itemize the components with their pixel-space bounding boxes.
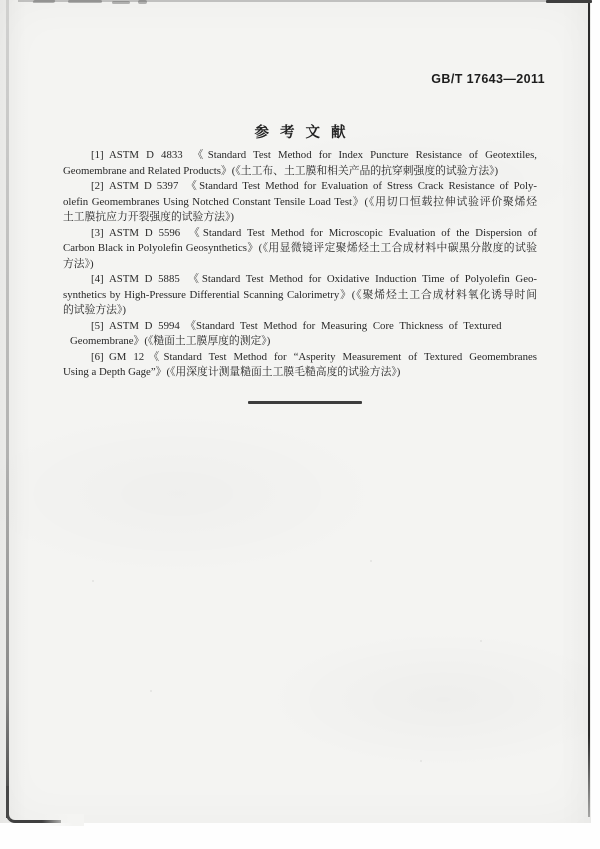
scan-speck <box>420 760 422 762</box>
scan-edge-fade <box>42 814 84 826</box>
scan-artifact-top-left <box>68 0 102 3</box>
standard-code: GB/T 17643—2011 <box>431 72 545 86</box>
end-of-document-rule <box>248 401 362 404</box>
reference-line: Using a Depth Gage”》(《用深度计测量糙面土工膜毛糙高度的试验方法》) <box>63 366 401 378</box>
scan-speck <box>480 640 482 642</box>
reference-line: Geomembrane and Related Products》(《土工布、土工膜和相关产品的抗穿刺强度的试验方法》) <box>63 164 499 177</box>
scan-artifact-top-right <box>546 0 592 3</box>
reference-line: synthetics by High-Pressure Differential Scanning Calorimetry》(《聚烯烃土工合成材料氧化诱导时间 <box>63 288 537 301</box>
scan-edge-top-line <box>18 0 592 2</box>
reference-entry <box>63 350 537 381</box>
reference-line: olefin Geomembranes Using Notched Constant Tensile Load Test》(《用切口恒载拉伸试验评价聚烯烃 <box>63 195 537 208</box>
scan-speck <box>92 580 94 582</box>
scan-artifact-top-left <box>112 1 130 4</box>
reference-line: [2] ASTM D 5397 《Standard Test Method for Evaluation of Stress Crack Resistance of Poly- <box>91 180 537 192</box>
reference-line: [5] ASTM D 5994 《Standard Test Method for Measuring Core Thickness of Textured <box>91 319 502 332</box>
reference-entry <box>63 319 537 350</box>
reference-list <box>63 148 537 381</box>
reference-entry <box>63 272 537 319</box>
scan-artifact-top-left <box>32 0 55 3</box>
scan-speck <box>370 560 372 562</box>
scan-speck <box>150 690 152 692</box>
reference-line: 土工膜抗应力开裂强度的试验方法》) <box>63 211 234 223</box>
reference-line: [3] ASTM D 5596 《Standard Test Method for Microscopic Evaluation of the Dispersion of <box>91 226 537 239</box>
reference-entry <box>63 226 537 273</box>
reference-line: [4] ASTM D 5885 《Standard Test Method for Oxidative Induction Time of Polyolefin Geo- <box>91 273 537 285</box>
section-title: 参考文献 <box>254 125 357 141</box>
reference-entry <box>63 148 537 179</box>
reference-line: 的试验方法》) <box>63 304 126 316</box>
scan-artifact-top-left <box>138 0 147 4</box>
reference-line: Carbon Black in Polyolefin Geosynthetics》(《用显微镜评定聚烯烃土工合成材料中碳黑分散度的试验 <box>63 242 537 254</box>
reference-line: Geomembrane》(《糙面土工膜厚度的测定》) <box>70 335 271 347</box>
reference-line: 方法》) <box>63 257 94 270</box>
reference-entry <box>63 179 537 226</box>
reference-line: [1] ASTM D 4833 《Standard Test Method for Index Puncture Resistance of Geotextiles, <box>91 149 537 161</box>
reference-line: [6] GM 12《Standard Test Method for “Asperity Measurement of Textured Geomembranes <box>91 350 537 363</box>
